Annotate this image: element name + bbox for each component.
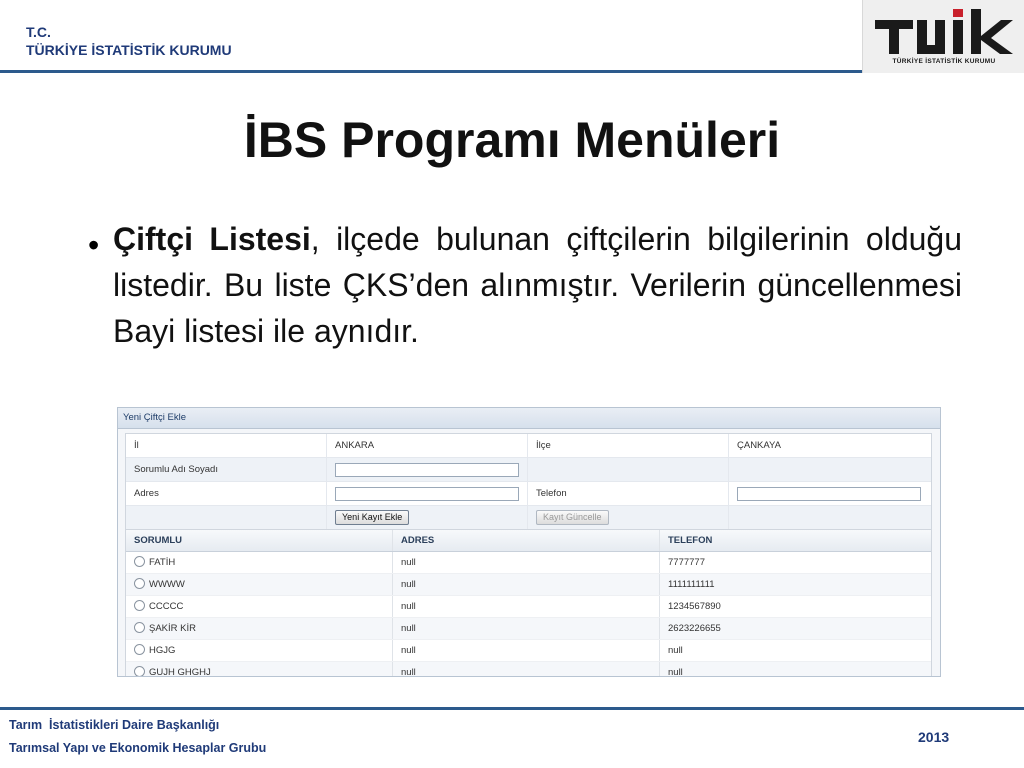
table-row[interactable] [126, 662, 931, 677]
telefon-value: 7777777 [668, 557, 705, 568]
farmer-table [125, 529, 932, 677]
table-row[interactable] [126, 596, 931, 618]
adres-value: null [393, 662, 660, 677]
ilce-label: İlçe [528, 434, 729, 457]
form-row-location [126, 434, 931, 458]
update-button-cell [528, 506, 729, 529]
column-header-adres[interactable]: ADRES [393, 530, 660, 551]
telefon-input[interactable] [737, 487, 921, 501]
sorumlu-value: CCCCC [149, 601, 184, 612]
slide-title: İBS Programı Menüleri [243, 112, 781, 168]
add-record-button[interactable]: Yeni Kayıt Ekle [335, 510, 409, 525]
sorumlu-cell [126, 640, 393, 661]
add-button-cell [327, 506, 528, 529]
table-row[interactable] [126, 574, 931, 596]
footer-line-1: Tarım İstatistikleri Daire Başkanlığı [9, 718, 220, 732]
form-row-responsible [126, 458, 931, 482]
telefon-cell [729, 482, 930, 505]
sorumlu-value: FATİH [149, 557, 176, 568]
bullet-icon: • [88, 227, 100, 263]
window-title: Yeni Çiftçi Ekle [118, 408, 940, 429]
il-label: İl [126, 434, 327, 457]
column-header-telefon[interactable]: TELEFON [668, 535, 713, 546]
sorumlu-value: WWWW [149, 579, 185, 590]
organization-name [26, 23, 232, 59]
bullet-body: , ilçede bulunan çiftçilerin bilgilerinin olduğu listedir. Bu liste ÇKS’den alınmıştır. Verilerin güncellenmesi Bayi listesi ile aynıdır. [113, 221, 963, 349]
sorumlu-value: ŞAKİR KİR [149, 623, 196, 634]
adres-label: Adres [126, 482, 327, 505]
sorumlu-value: GUJH GHGHJ [149, 667, 211, 677]
tuik-logo [862, 0, 1024, 73]
org-line-1: T.C. [26, 24, 51, 40]
org-line-2: TÜRKİYE İSTATİSTİK KURUMU [26, 42, 232, 58]
row-radio-button[interactable] [134, 666, 145, 677]
row-radio-button[interactable] [134, 600, 145, 611]
form-row-address [126, 482, 931, 506]
adres-value: null [393, 640, 660, 661]
telefon-value: 1234567890 [668, 601, 721, 612]
telefon-value: null [668, 645, 683, 656]
adres-value: null [393, 574, 660, 595]
adres-value: null [393, 596, 660, 617]
empty-cell [729, 458, 930, 481]
telefon-value: 1111111111 [668, 579, 715, 590]
telefon-value: 2623226655 [668, 623, 721, 634]
sorumlu-value: HGJG [149, 645, 176, 656]
sorumlu-cell [126, 552, 393, 573]
tuik-logo-icon [873, 6, 1015, 58]
form-row-buttons [126, 506, 931, 529]
empty-cell [528, 458, 729, 481]
sorumlu-cell [126, 618, 393, 639]
table-row[interactable] [126, 618, 931, 640]
adres-value: null [393, 618, 660, 639]
empty-cell [126, 506, 327, 529]
footer-department [9, 714, 266, 760]
farmer-form [125, 433, 932, 530]
sorumlu-cell [327, 458, 528, 481]
table-row[interactable] [126, 640, 931, 662]
row-radio-button[interactable] [134, 644, 145, 655]
sorumlu-input[interactable] [335, 463, 519, 477]
ilce-value: ÇANKAYA [737, 440, 781, 451]
footer-divider [0, 707, 1024, 710]
table-row[interactable] [126, 552, 931, 574]
sorumlu-cell [126, 662, 393, 677]
column-header-sorumlu[interactable]: SORUMLU [126, 530, 393, 551]
sorumlu-label: Sorumlu Adı Soyadı [126, 458, 327, 481]
update-record-button[interactable]: Kayıt Güncelle [536, 510, 609, 525]
sorumlu-cell [126, 574, 393, 595]
header-divider [0, 70, 862, 73]
telefon-label: Telefon [528, 482, 729, 505]
bullet-bold-term: Çiftçi Listesi [113, 221, 311, 257]
row-radio-button[interactable] [134, 578, 145, 589]
adres-value: null [393, 552, 660, 573]
row-radio-button[interactable] [134, 556, 145, 567]
telefon-value: null [668, 667, 683, 677]
table-header [126, 530, 931, 552]
bullet-paragraph [113, 216, 962, 354]
adres-cell [327, 482, 528, 505]
adres-input[interactable] [335, 487, 519, 501]
logo-subtitle: TÜRKİYE İSTATİSTİK KURUMU [892, 58, 996, 65]
farmer-form-window [117, 407, 941, 677]
footer-year: 2013 [918, 729, 950, 745]
il-value: ANKARA [327, 434, 528, 457]
empty-cell [729, 506, 930, 529]
row-radio-button[interactable] [134, 622, 145, 633]
sorumlu-cell [126, 596, 393, 617]
footer-line-2: Tarımsal Yapı ve Ekonomik Hesaplar Grubu [9, 741, 267, 755]
